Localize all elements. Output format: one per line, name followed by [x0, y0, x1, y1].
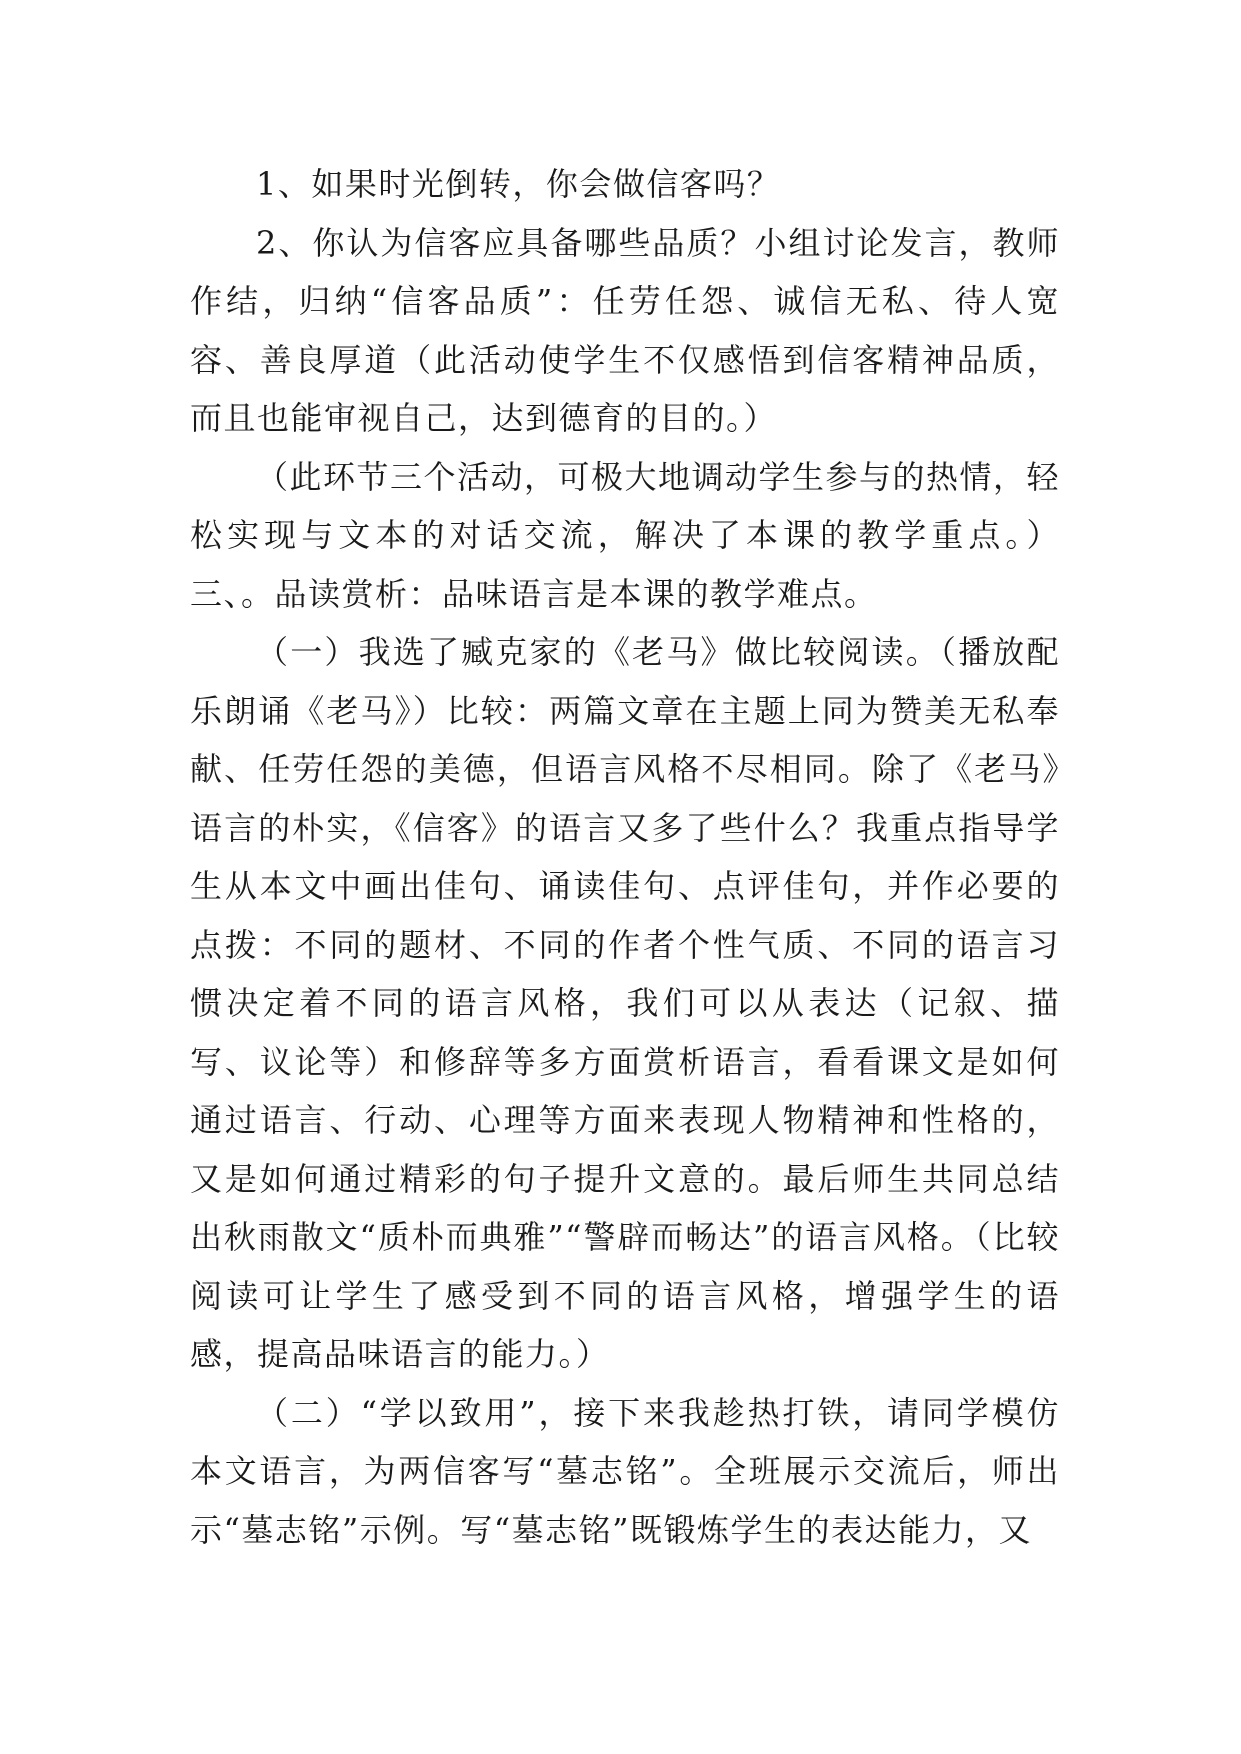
paragraph-epitaph-writing: （二）“学以致用”，接下来我趁热打铁，请同学模仿本文语言，为两信客写“墓志铭”。全班展示交流后，师出示“墓志铭”示例。写“墓志铭”既锻炼学生的表达能力，又 — [190, 1393, 1060, 1549]
document-body — [190, 155, 1060, 1559]
paragraph-question-1: 1、如果时光倒转，你会做信客吗？ — [256, 165, 781, 203]
paragraph-comparison-reading: （一）我选了臧克家的《老马》做比较阅读。（播放配乐朗诵《老马》）比较：两篇文章在主题上同为赞美无私奉献、任劳任怨的美德，但语言风格不尽相同。除了《老马》语言的朴实，《信客》的语言又多了些什么？我重点指导学生从本文中画出佳句、诵读佳句、点评佳句，并作必要的点拨：不同的题材、不同的作者个性气质、不同的语言习惯决定着不同的语言风格，我们可以从表达（记叙、描写、议论等）和修辞等多方面赏析语言，看看课文是如何通过语言、行动、心理等方面来表现人物精神和性格的，又是如何通过精彩的句子提升文意的。最后师生共同总结出秋雨散文“质朴而典雅”“警辟而畅达”的语言风格。（比较阅读可让学生了感受到不同的语言风格，增强学生的语感，提高品味语言的能力。） — [190, 633, 1060, 1373]
paragraph-summary: （此环节三个活动，可极大地调动学生参与的热情，轻松实现与文本的对话交流，解决了本课的教学重点。）三、。品读赏析：品味语言是本课的教学难点。 — [190, 457, 1061, 613]
paragraph-question-2: 2、你认为信客应具备哪些品质？小组讨论发言，教师作结，归纳“信客品质”：任劳任怨、诚信无私、待人宽容、善良厚道（此活动使学生不仅感悟到信客精神品质，而且也能审视自己，达到德育的目的。） — [190, 223, 1060, 437]
